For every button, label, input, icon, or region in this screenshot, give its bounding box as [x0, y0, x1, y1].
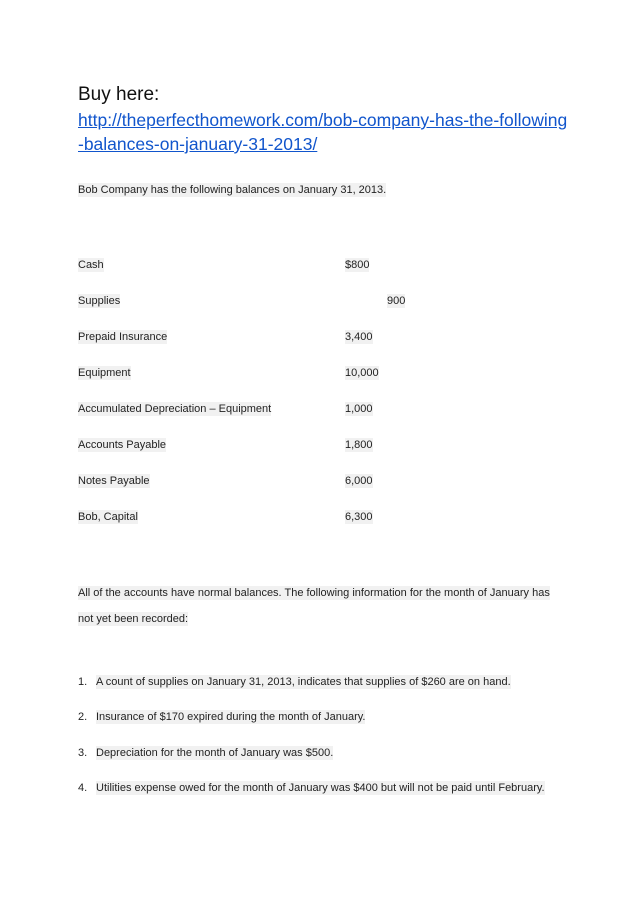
balance-amount: 900 — [387, 295, 406, 307]
product-link[interactable]: http://theperfecthomework.com/bob-company-has-the-following-balances-on-january-31-2013/ — [78, 110, 568, 154]
balance-amount: $800 — [345, 259, 370, 271]
balance-label: Cash — [78, 259, 104, 271]
info-paragraph-text: All of the accounts have normal balances. The following information for the month of January has not yet been recorded: — [78, 587, 550, 625]
balance-row — [78, 510, 558, 526]
buy-here-heading: Buy here: — [78, 84, 160, 105]
list-item — [78, 676, 511, 688]
balance-label: Supplies — [78, 295, 121, 307]
balance-row — [78, 258, 558, 274]
info-paragraph — [78, 580, 563, 632]
balance-amount: 1,800 — [345, 439, 373, 451]
intro-text: Bob Company has the following balances on January 31, 2013. — [78, 184, 387, 196]
list-item-text: Insurance of $170 expired during the month of January. — [96, 711, 366, 723]
list-item-number: 1. — [78, 676, 88, 688]
list-item — [78, 711, 365, 723]
list-item-number: 4. — [78, 782, 88, 794]
balance-label: Accumulated Depreciation – Equipment — [78, 403, 272, 415]
balance-row — [78, 294, 558, 310]
balance-label: Accounts Payable — [78, 439, 167, 451]
list-item-text: Utilities expense owed for the month of January was $400 but will not be paid until February. — [96, 782, 545, 794]
list-item-number: 3. — [78, 747, 88, 759]
balance-row — [78, 330, 558, 346]
balance-row — [78, 474, 558, 490]
list-item — [78, 747, 333, 759]
balance-amount: 10,000 — [345, 367, 379, 379]
list-item-text: Depreciation for the month of January was $500. — [96, 747, 334, 759]
balance-amount: 6,300 — [345, 511, 373, 523]
balance-label: Bob, Capital — [78, 511, 138, 523]
balance-amount: 6,000 — [345, 475, 373, 487]
balance-amount: 3,400 — [345, 331, 373, 343]
balance-label: Equipment — [78, 367, 131, 379]
balance-row — [78, 438, 558, 454]
balance-row — [78, 402, 558, 418]
balance-label: Prepaid Insurance — [78, 331, 168, 343]
list-item-number: 2. — [78, 711, 88, 723]
list-item-text: A count of supplies on January 31, 2013, indicates that supplies of $260 are on hand. — [96, 676, 511, 688]
balance-label: Notes Payable — [78, 475, 150, 487]
balance-row — [78, 366, 558, 382]
list-item — [78, 782, 545, 794]
balance-amount: 1,000 — [345, 403, 373, 415]
